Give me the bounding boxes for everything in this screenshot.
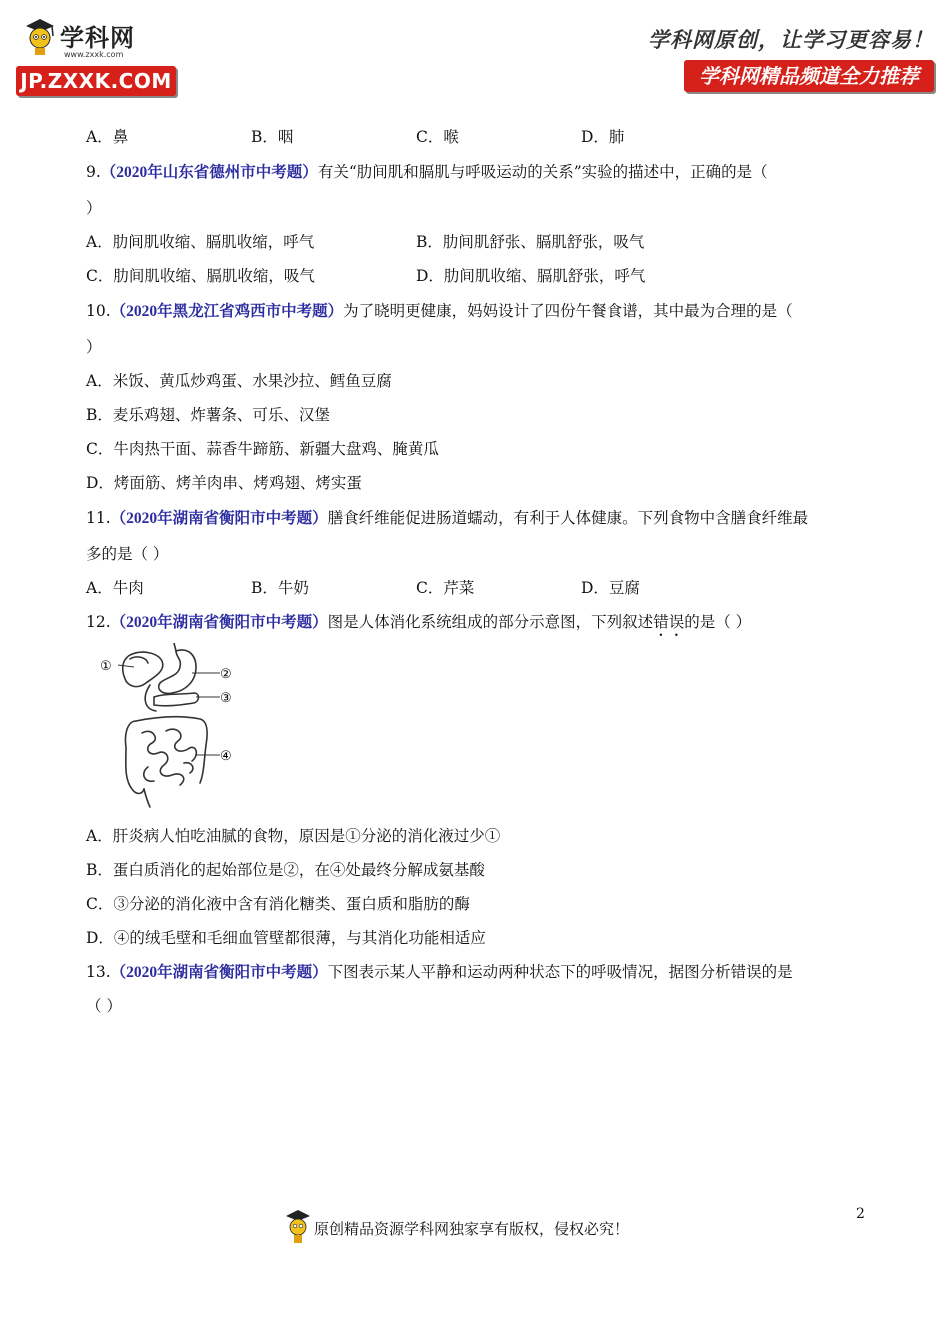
q10-stem <box>86 293 866 330</box>
option-b[interactable]: B．牛奶 <box>251 579 309 597</box>
option-a[interactable]: A．鼻 <box>86 128 129 146</box>
option-c[interactable]: C．肋间肌收缩、膈肌收缩，吸气 <box>86 267 315 285</box>
question-text: 为了晓明更健康，妈妈设计了四份午餐食谱，其中最为合理的是（ <box>343 302 793 320</box>
question-source: （2020年湖南省衡阳市中考题） <box>110 964 328 981</box>
q11-options <box>86 571 866 605</box>
label-3: ③ <box>220 691 232 706</box>
label-1: ① <box>100 659 112 674</box>
option-c[interactable]: C．③分泌的消化液中含有消化糖类、蛋白质和脂肪的酶 <box>86 895 470 913</box>
option-a[interactable]: A．牛肉 <box>86 579 144 597</box>
option-a[interactable]: A．肋间肌收缩、膈肌收缩，呼气 <box>86 233 315 251</box>
question-number: 11. <box>86 509 111 527</box>
question-text: 膳食纤维能促进肠道蠕动，有利于人体健康。下列食物中含膳食纤维最 <box>327 509 809 527</box>
question-text: 图是人体消化系统组成的部分示意图，下列叙述 <box>327 613 654 631</box>
digestive-system-diagram <box>96 643 256 809</box>
question-number: 12. <box>86 613 111 631</box>
question-text: 有关“肋间肌和膈肌与呼吸运动的关系”实验的描述中，正确的是（ <box>317 163 768 181</box>
q13-stem <box>86 955 866 989</box>
question-number: 9. <box>86 163 101 181</box>
option-b[interactable]: B．麦乐鸡翅、炸薯条、可乐、汉堡 <box>86 406 330 424</box>
header-promo <box>644 18 934 98</box>
logo-url: www.zxxk.com <box>64 50 124 59</box>
q13-stem-end: （ ） <box>86 997 122 1015</box>
option-a[interactable]: A．米饭、黄瓜炒鸡蛋、水果沙拉、鳕鱼豆腐 <box>86 372 392 390</box>
copyright-notice: 原创精品资源学科网独家享有版权，侵权必究！ <box>314 1220 630 1238</box>
logo-name: 学科网 <box>60 24 135 52</box>
option-b[interactable]: B．蛋白质消化的起始部位是②，在④处最终分解成氨基酸 <box>86 861 485 879</box>
question-source: （2020年湖南省衡阳市中考题） <box>110 614 328 631</box>
option-d[interactable]: D．烤面筋、烤羊肉串、烤鸡翅、烤实蛋 <box>86 474 362 492</box>
q12-stem <box>86 605 866 639</box>
page-number: 2 <box>856 1206 865 1222</box>
mascot-icon <box>22 16 58 56</box>
q11-stem-end: 多的是（ ） <box>86 545 169 563</box>
option-d[interactable]: D．肋间肌收缩、膈肌舒张，呼气 <box>416 267 646 285</box>
q10-stem-end: ） <box>86 338 102 356</box>
option-d[interactable]: D．肺 <box>581 128 625 146</box>
question-text-end: 的是（ ） <box>684 613 752 631</box>
option-c[interactable]: C．芹菜 <box>416 579 475 597</box>
logo-jp-badge[interactable]: JP.ZXXK.COM <box>16 66 176 96</box>
emphasis-word: 错误 <box>653 613 685 631</box>
option-c[interactable]: C．喉 <box>416 128 459 146</box>
q9-stem-end: ） <box>86 199 102 217</box>
label-4: ④ <box>220 749 232 764</box>
option-c[interactable]: C．牛肉热干面、蒜香牛蹄筋、新疆大盘鸡、腌黄瓜 <box>86 440 439 458</box>
question-content <box>86 120 866 1023</box>
q9-options-row1 <box>86 225 866 259</box>
page-footer <box>0 1208 950 1248</box>
q8-options <box>86 120 866 154</box>
option-a[interactable]: A．肝炎病人怕吃油腻的食物，原因是①分泌的消化液过少① <box>86 827 501 845</box>
question-number: 10. <box>86 302 111 320</box>
question-source: （2020年山东省德州市中考题） <box>100 164 318 181</box>
option-b[interactable]: B．咽 <box>251 128 294 146</box>
promo-banner[interactable]: 学科网精品频道全力推荐 <box>684 60 934 92</box>
site-logo[interactable] <box>16 14 186 100</box>
option-d[interactable]: D．④的绒毛壁和毛细血管壁都很薄，与其消化功能相适应 <box>86 929 486 947</box>
q11-stem <box>86 500 866 537</box>
digestive-system-figure <box>96 643 256 809</box>
q9-stem <box>86 154 866 191</box>
question-source: （2020年黑龙江省鸡西市中考题） <box>110 303 344 320</box>
q9-options-row2 <box>86 259 866 293</box>
label-2: ② <box>220 667 232 682</box>
question-text: 下图表示某人平静和运动两种状态下的呼吸情况，据图分析错误的是 <box>327 963 793 981</box>
option-b[interactable]: B．肋间肌舒张、膈肌舒张，吸气 <box>416 233 645 251</box>
mascot-icon <box>284 1208 312 1244</box>
question-source: （2020年湖南省衡阳市中考题） <box>110 510 328 527</box>
slogan: 学科网原创，让学习更容易！ <box>648 27 934 52</box>
option-d[interactable]: D．豆腐 <box>581 579 640 597</box>
question-number: 13. <box>86 963 111 981</box>
